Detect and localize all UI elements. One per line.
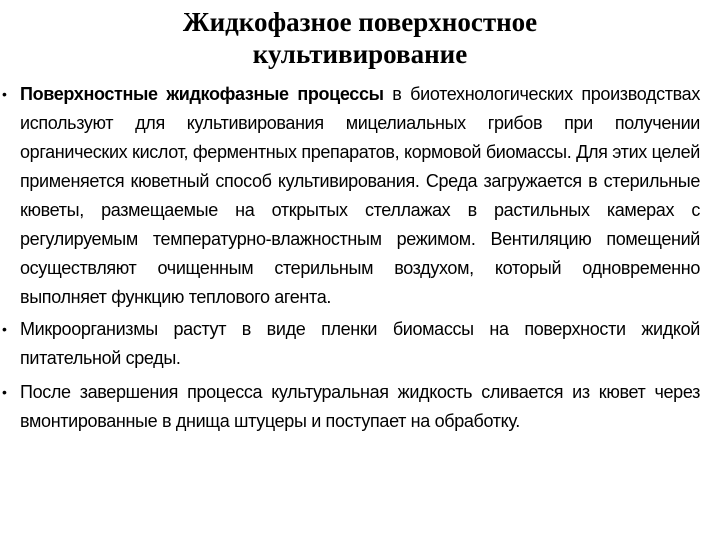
bullet-item-1 [0, 80, 700, 312]
bullet-icon: • [2, 384, 7, 400]
bullet-body-text: Микроорганизмы растут в виде пленки биомассы на поверхности жидкой питательной среды. [20, 319, 700, 368]
bullet-item-3 [0, 378, 700, 436]
bullet-body-text: в биотехнологических производствах используют для культивирования мицелиальных грибов при получении органических кислот, ферментных препаратов, кормовой биомассы. Для этих целей применяется кюветный способ культивирования. Среда загружается в стерильные кюветы, размещаемые на открытых стеллажах в растильных камерах с регулируемым температурно-влажностным режимом. Вентиляцию помещений осуществляют очищенным стерильным воздухом, который одновременно выполняет функцию теплового агента. [20, 84, 700, 307]
bullet-icon: • [2, 86, 7, 102]
bullet-lead-text: Поверхностные жидкофазные процессы [20, 84, 384, 104]
bullet-list [0, 80, 700, 441]
bullet-item-2 [0, 315, 700, 373]
bullet-body-text: После завершения процесса культуральная жидкость сливается из кювет через вмонтированные в днища штуцеры и поступает на обработку. [20, 382, 700, 431]
bullet-icon: • [2, 321, 7, 337]
slide-title: Жидкофазное поверхностное культивирование [182, 7, 538, 69]
